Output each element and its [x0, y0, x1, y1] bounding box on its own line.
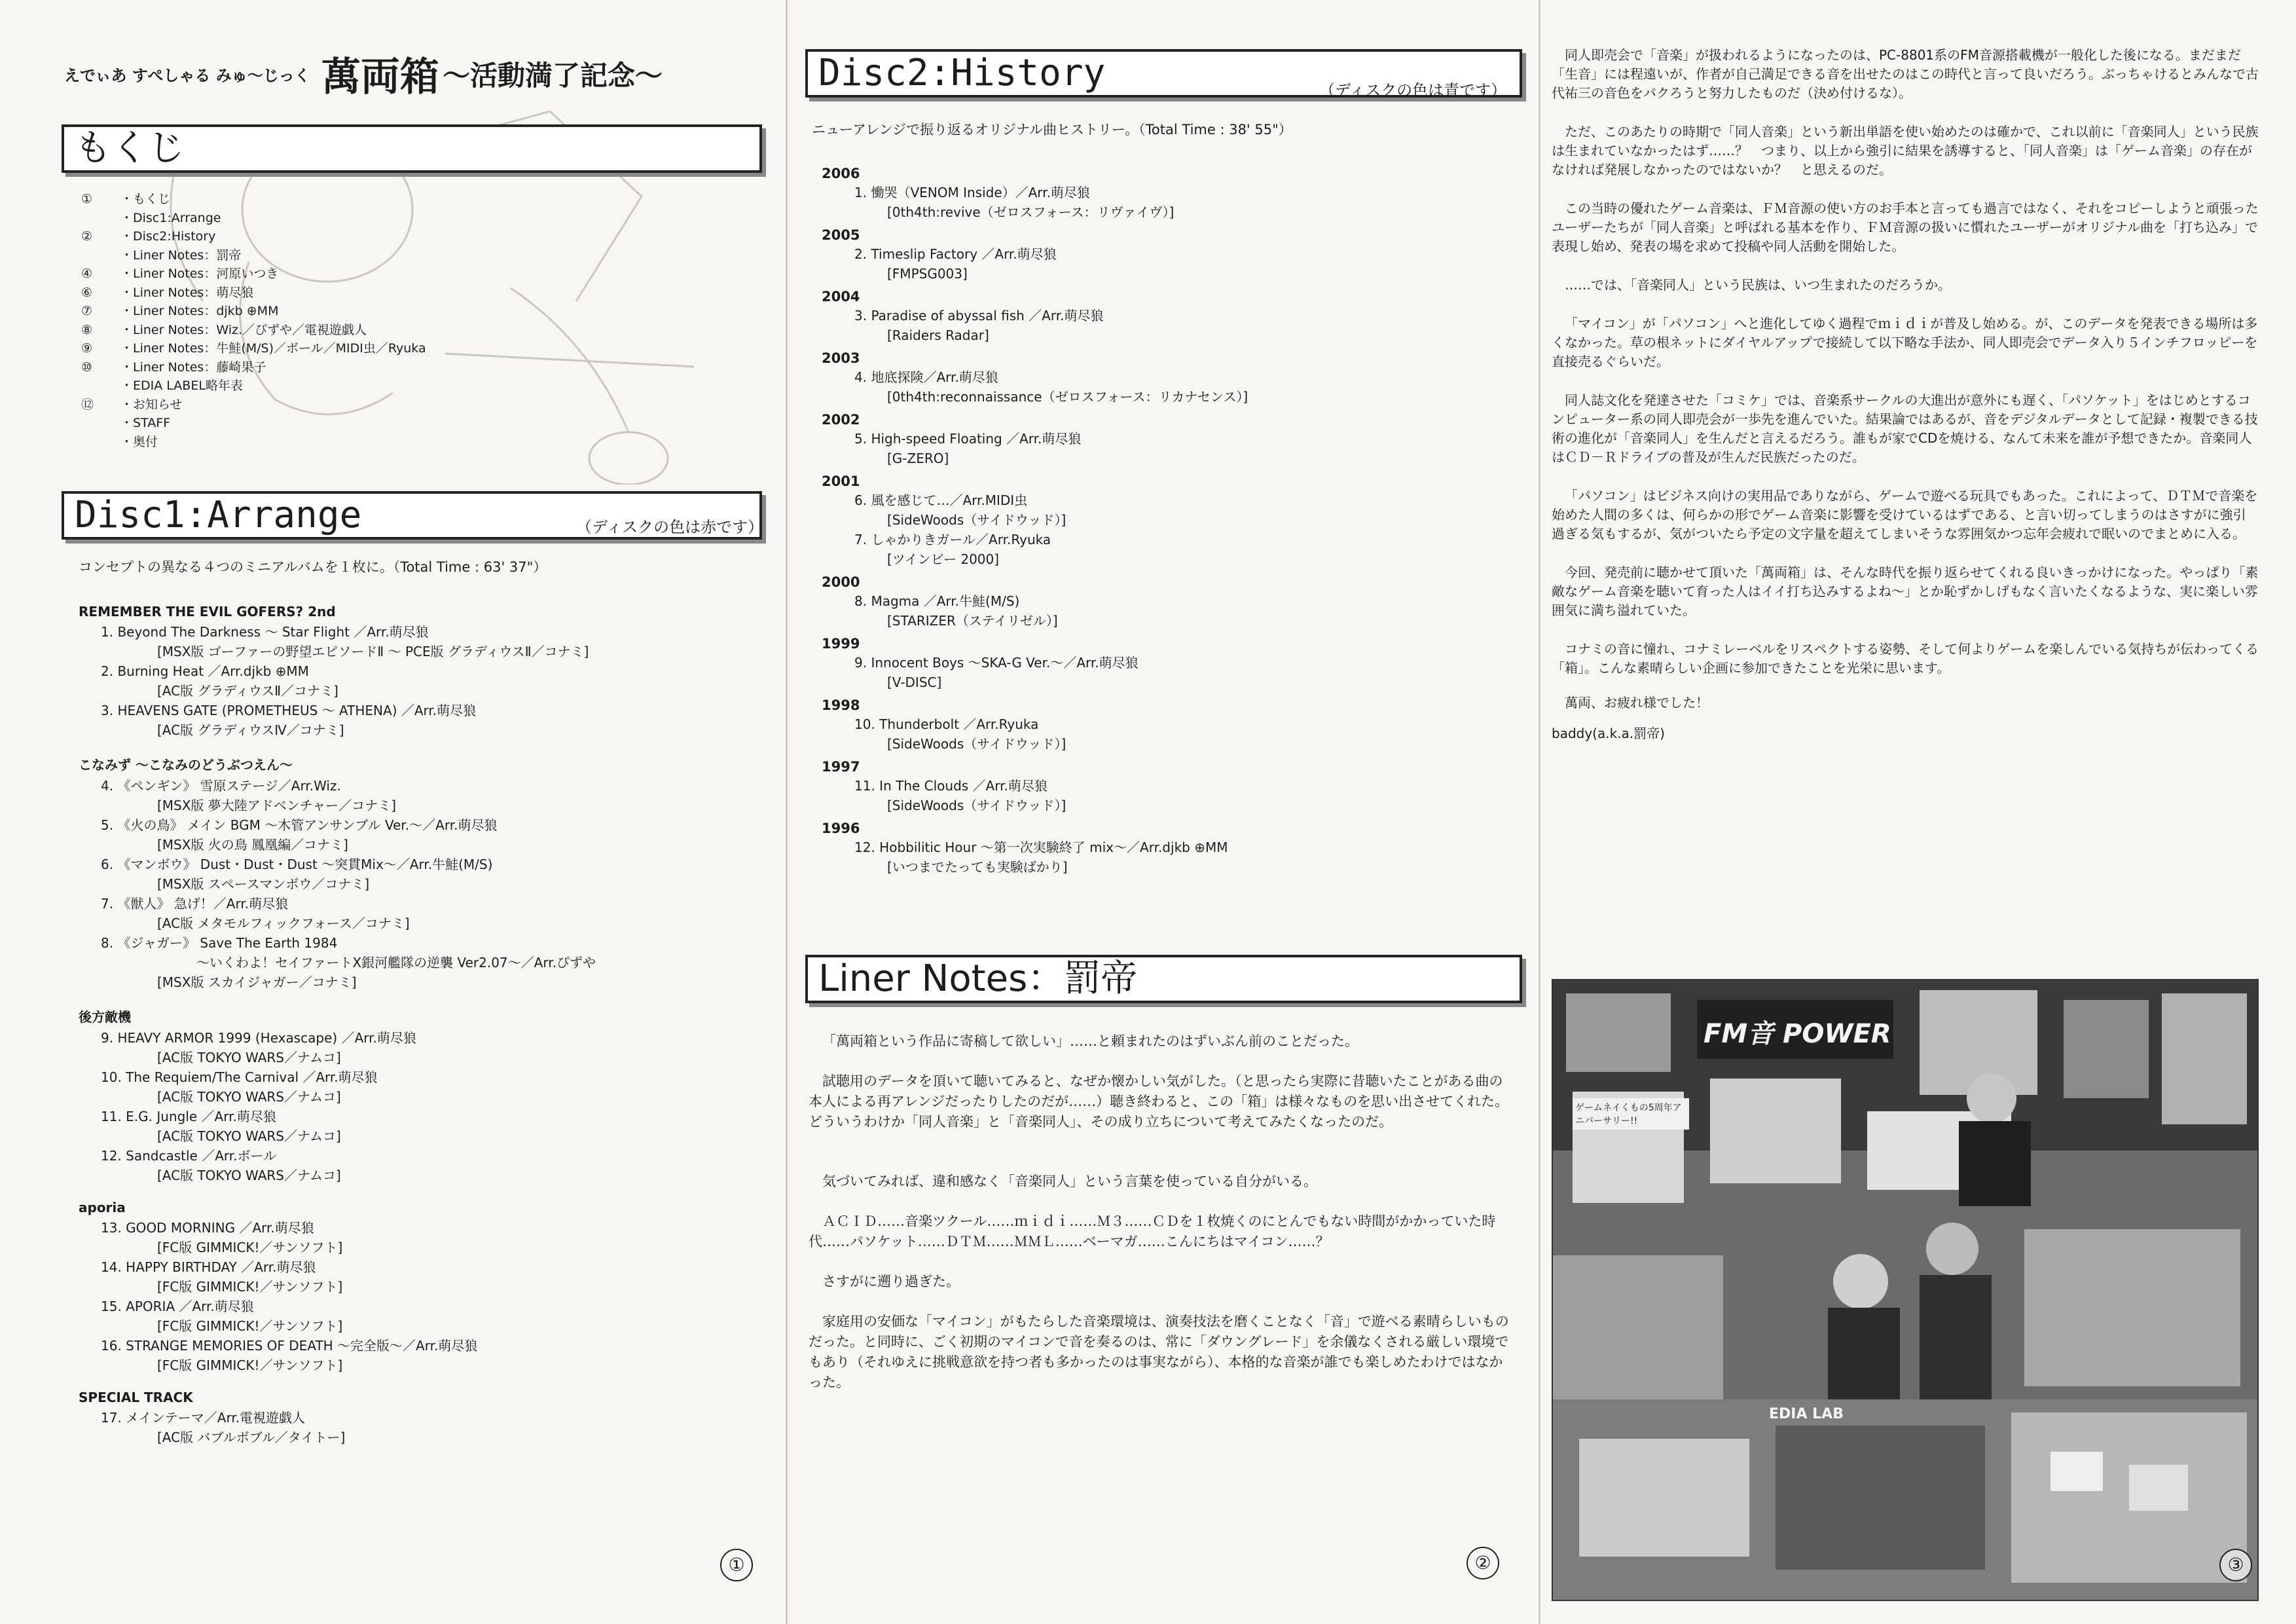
toc-title: もくじ — [62, 124, 762, 173]
track-line: 14. HAPPY BIRTHDAY ／Arr.萌尽狼 — [101, 1259, 316, 1275]
toc-item[interactable]: ・Liner Notes：罰帝 — [120, 248, 242, 263]
toc-item[interactable]: ・STAFF — [120, 416, 171, 430]
track-line: 1. 慟哭（VENOM Inside）／Arr.萌尽狼 — [854, 185, 1090, 200]
liner-body — [809, 1031, 1516, 1412]
track-line: 10. The Requiem/The Carnival ／Arr.萌尽狼 — [101, 1069, 378, 1085]
track-line: 8. 《ジャガー》 Save The Earth 1984 — [101, 935, 338, 951]
track-line: 6. 《マンボウ》 Dust・Dust・Dust 〜突貫Mix〜／Arr.牛鮭(M/S) — [101, 857, 493, 872]
group-name: REMEMBER THE EVIL GOFERS? 2nd — [79, 604, 336, 619]
paragraph: 「マイコン」が「パソコン」へと進化してゆく過程でｍｉｄｉが普及し始める。が、このデータを発表できる場所は多くなかった。草の根ネットにダイヤルアップで接続して以下略な手法か、同人即売会でデータ入り５インチフロッピーを直接売るぐらいだ。 — [1552, 316, 2258, 369]
track-source: [0th4th:revive（ゼロスフォース：リヴァイヴ）] — [887, 204, 1175, 220]
paragraph: 「萬両箱という作品に寄稿して欲しい」……と頼まれたのはずいぶん前のことだった。 — [822, 1033, 1358, 1049]
track-source: [FMPSG003] — [887, 266, 968, 282]
track-source: [0th4th:reconnaissance（ゼロスフォース：リカナセンス）] — [887, 389, 1248, 405]
track-source: [AC版 グラディウスⅣ／コナミ] — [157, 722, 344, 738]
paragraph: さすがに遡り過ぎた。 — [822, 1274, 960, 1289]
toc-item[interactable]: ⑥ ・Liner Notes：萌尽狼 — [81, 285, 254, 300]
track-source: [ツインビー 2000] — [887, 551, 1000, 567]
track-line: 12. Sandcastle ／Arr.ボール — [101, 1148, 277, 1164]
toc-item[interactable]: ⑨ ・Liner Notes：牛鮭(M/S)／ボール／MIDI虫／Ryuka — [81, 341, 426, 356]
year: 2003 — [822, 350, 860, 366]
year: 1996 — [822, 821, 860, 836]
track-line: 3. Paradise of abyssal fish ／Arr.萌尽狼 — [854, 308, 1104, 323]
header-title: 萬両箱 — [321, 54, 439, 100]
paragraph: 試聴用のデータを頂いて聴いてみると、なぜか懐かしい気がした。（と思ったら実際に昔聴いたことがある曲の本人による再アレンジだったりしたのだが……）聴き終わると、この「箱」は様々なものを思い出させてくれた。どういうわけか「同人音楽」と「音楽同人」、その成り立ちについて考えてみたくなったのだ。 — [809, 1073, 1509, 1130]
track-line: 12. Hobbilitic Hour 〜第一次実験終了 mix〜／Arr.djkb ⊕MM — [854, 840, 1228, 855]
track-line: 13. GOOD MORNING ／Arr.萌尽狼 — [101, 1220, 314, 1236]
paragraph: コナミの音に憧れ、コナミレーベルをリスペクトする姿勢、そして何よりゲームを楽しんでいる気持ちが伝わってくる「箱」。こんな素晴らしい企画に参加できたことを光栄に思います。 — [1552, 641, 2259, 676]
disc1-note: （ディスクの色は赤です） — [576, 518, 764, 536]
toc-item[interactable]: ⑧ ・Liner Notes：Wiz.／ぴずや／電視遊戯人 — [81, 322, 367, 337]
track-line: 1. Beyond The Darkness 〜 Star Flight ／Arr.萌尽狼 — [101, 624, 429, 640]
year: 2005 — [822, 227, 860, 243]
toc-list — [81, 190, 736, 451]
toc-item[interactable]: ・奥付 — [120, 434, 158, 449]
group-name: こなみず 〜こなみのどうぶつえん〜 — [79, 757, 293, 773]
year: 1997 — [822, 759, 860, 775]
track-line: 6. 風を感じて…／Arr.MIDI虫 — [854, 492, 1028, 508]
toc-item[interactable]: ⑩ ・Liner Notes：藤崎果子 — [81, 360, 266, 375]
track-line: 7. 《獣人》 急げ！／Arr.萌尽狼 — [101, 896, 289, 912]
track-line: 5. High-speed Floating ／Arr.萌尽狼 — [854, 431, 1082, 447]
group-name: SPECIAL TRACK — [79, 1390, 193, 1405]
paragraph: ＡＣＩＤ……音楽ツクール……ｍｉｄｉ……Ｍ３……ＣＤを１枚焼くのにとんでもない時間がかかっていた時代……パソケット……ＤＴＭ……ＭＭＬ……ベーマガ……こんにちはマイコン……？ — [809, 1213, 1496, 1249]
year: 2004 — [822, 289, 860, 304]
track-line: 4. 地底探険／Arr.萌尽狼 — [854, 369, 998, 385]
year: 2001 — [822, 473, 860, 489]
track-line: 5. 《火の鳥》 メイン BGM 〜木管アンサンブル Ver.〜／Arr.萌尽狼 — [101, 817, 498, 833]
track-source: [SideWoods（サイドウッド）] — [887, 736, 1066, 752]
track-line: 4. 《ペンギン》 雪原ステージ／Arr.Wiz. — [101, 778, 341, 794]
paragraph: 気づいてみれば、違和感なく「音楽同人」という言葉を使っている自分がいる。 — [822, 1173, 1317, 1189]
toc-item[interactable]: ④ ・Liner Notes：河原いつき — [81, 267, 279, 281]
track-source: [AC版 TOKYO WARS／ナムコ] — [157, 1050, 341, 1065]
toc-item[interactable]: ⑫ ・お知らせ — [81, 397, 183, 412]
header-suffix: 〜活動満了記念〜 — [442, 60, 663, 92]
page-number: ② — [1467, 1547, 1499, 1579]
track-source: [AC版 TOKYO WARS／ナムコ] — [157, 1168, 341, 1183]
year: 2002 — [822, 412, 860, 428]
toc-item[interactable]: ⑦ ・Liner Notes：djkb ⊕MM — [81, 304, 279, 318]
track-source: [AC版 TOKYO WARS／ナムコ] — [157, 1089, 341, 1105]
track-source: [MSX版 スカイジャガー／コナミ] — [157, 974, 357, 990]
track-line: 9. Innocent Boys 〜SKA-G Ver.〜／Arr.萌尽狼 — [854, 655, 1139, 671]
toc-item[interactable]: ・EDIA LABEL略年表 — [120, 378, 243, 393]
track-line-cont: 〜いくわよ！セイファートⅩ銀河艦隊の逆襲 Ver2.07〜／Arr.ぴずや — [196, 955, 596, 970]
disc2-tracklist — [822, 160, 1529, 877]
header-sub: えでぃあ すぺしゃる みゅ〜じっく — [64, 66, 310, 85]
paragraph: ただ、このあたりの時期で「同人音楽」という新出単語を使い始めたのは確かで、これ以前に「音楽同人」という民族は生まれていなかったはず……？ つまり、以上から強引に結果を誘導すると、「同人音楽」は「ゲーム音楽」の存在がなければ発展しなかったのではないか？ と思えるのだ。 — [1552, 124, 2259, 177]
photo-banner: FM音 POWER — [1704, 1019, 1891, 1049]
page-number: ③ — [2219, 1549, 2252, 1581]
paragraph: 萬両、お疲れ様でした！ — [1565, 695, 1709, 710]
event-photo — [1552, 979, 2259, 1601]
page-1 — [52, 0, 779, 1624]
track-line: 7. しゃかりきガール／Arr.Ryuka — [854, 532, 1051, 547]
track-source: [V-DISC] — [887, 674, 942, 690]
track-source: [AC版 バブルボブル／タイトー] — [157, 1430, 346, 1445]
group-name: aporia — [79, 1200, 126, 1215]
track-line: 2. Burning Heat ／Arr.djkb ⊕MM — [101, 663, 309, 679]
paragraph: 同人誌文化を発達させた「コミケ」では、音楽系サークルの大進出が意外にも遅く、「パソケット」をはじめとするコンピューター系の同人即売会が一歩先を進んでいた。結果論ではあるが、音をデジタルデータとして記録・複製できる技術の進化が「音楽同人」を生んだと言えるだろう。誰もが家でCDを焼ける、なんて未来を誰が予想できたか。音楽同人はＣＤ－Ｒドライブの普及が生んだ民族だったのだ。 — [1552, 392, 2258, 465]
track-line: 2. Timeslip Factory ／Arr.萌尽狼 — [854, 246, 1057, 262]
track-source: [いつまでたっても実験ばかり] — [887, 859, 1068, 875]
toc-item[interactable]: ② ・Disc2:History — [81, 229, 216, 244]
year: 1999 — [822, 636, 860, 652]
track-line: 9. HEAVY ARMOR 1999 (Hexascape) ／Arr.萌尽狼 — [101, 1030, 416, 1046]
track-source: [FC版 GIMMICK!／サンソフト] — [157, 1240, 343, 1255]
paragraph: 同人即売会で「音楽」が扱われるようになったのは、PC-8801系のFM音源搭載機が一般化した後になる。まだまだ「生音」には程遠いが、作者が自己満足できる音を出せたのはこの時代と言って良いだろう。ぶっちゃけるとみんなで古代祐三の音色をパクろうと努力したものだ（決め付けるな）。 — [1552, 47, 2259, 101]
year: 2000 — [822, 574, 860, 590]
disc2-note: （ディスクの色は青です） — [1319, 81, 1507, 100]
track-source: [G-ZERO] — [887, 451, 949, 466]
photo-illustration — [1553, 980, 2259, 1601]
photo-label: EDIA LAB — [1769, 1406, 1844, 1422]
paragraph: 「パソコン」はビジネス向けの実用品でありながら、ゲームで遊べる玩具でもあった。これによって、ＤＴＭで音楽を始めた人間の多くは、何らかの形でゲーム音楽に影響を受けているはずである、と言い切ってしまうのはさすがに強引過ぎる気もするが、気がついたら予定の文字量を超えてしまいそうな雰囲気かつ忘年会疲れで眠いのでまとめに入る。 — [1552, 488, 2258, 542]
track-line: 11. In The Clouds ／Arr.萌尽狼 — [854, 778, 1048, 794]
track-source: [Raiders Radar] — [887, 327, 989, 343]
toc-item[interactable]: ・Disc1:Arrange — [120, 210, 221, 225]
signature: baddy(a.k.a.罰帝) — [1552, 726, 1665, 741]
track-line: 10. Thunderbolt ／Arr.Ryuka — [854, 716, 1039, 732]
paragraph: ……では、「音楽同人」という民族は、いつ生まれたのだろうか。 — [1565, 277, 1951, 293]
paragraph: 今回、発売前に聴かせて頂いた「萬両箱」は、そんな時代を振り返らせてくれる良いきっかけになった。やっぱり「素敵なゲーム音楽を聴いて育った人はイイ打ち込みするよね〜」とか恥ずかしげもなく言いたくなるような、実に楽しい雰囲気に満ち溢れていた。 — [1552, 564, 2259, 618]
track-source: [AC版 TOKYO WARS／ナムコ] — [157, 1128, 341, 1144]
track-source: [FC版 GIMMICK!／サンソフト] — [157, 1318, 343, 1334]
disc1-title: Disc1:Arrange — [62, 491, 762, 540]
track-source: [AC版 グラディウスⅡ／コナミ] — [157, 683, 338, 699]
track-source: [MSX版 火の鳥 鳳凰編／コナミ] — [157, 837, 348, 853]
toc-item[interactable]: ① ・もくじ — [81, 192, 171, 206]
track-line: 8. Magma ／Arr.牛鮭(M/S) — [854, 593, 1020, 609]
track-line: 15. APORIA ／Arr.萌尽狼 — [101, 1299, 254, 1314]
track-line: 11. E.G. Jungle ／Arr.萌尽狼 — [101, 1109, 276, 1124]
track-source: [SideWoods（サイドウッド）] — [887, 798, 1066, 813]
track-source: [SideWoods（サイドウッド）] — [887, 512, 1066, 528]
track-source: [MSX版 スペースマンボウ／コナミ] — [157, 876, 370, 892]
disc2-intro: ニューアレンジで振り返るオリジナル曲ヒストリー。（Total Time : 38' 55"） — [812, 122, 1292, 138]
page-2 — [795, 0, 1532, 1624]
track-line: 17. メインテーマ／Arr.電視遊戯人 — [101, 1410, 306, 1426]
paragraph: 家庭用の安価な「マイコン」がもたらした音楽環境は、演奏技法を磨くことなく「音」で遊べる素晴らしいものだった。と同時に、ごく初期のマイコンで音を奏るのは、常に「ダウングレード」を余儀なくされる厳しい環境でもあり（それゆえに挑戦意欲を持つ者も多かったのは事実ながら）、本格的な音楽が誰でも楽しめたわけではなかった。 — [809, 1314, 1509, 1390]
disc1-tracklist — [79, 589, 773, 1447]
track-source: [MSX版 ゴーファーの野望エピソードⅡ 〜 PCE版 グラディウスⅡ／コナミ] — [157, 644, 589, 659]
track-source: [MSX版 夢大陸アドベンチャー／コナミ] — [157, 798, 397, 813]
photo-sign: ゲームネイくもの5周年アニバーサリー!! — [1573, 1098, 1689, 1130]
disc2-title: Disc2:History — [805, 49, 1522, 98]
track-line: 3. HEAVENS GATE (PROMETHEUS 〜 ATHENA) ／Arr.萌尽狼 — [101, 703, 477, 718]
disc1-intro: コンセプトの異なる４つのミニアルバムを１枚に。（Total Time : 63' 37"） — [79, 559, 547, 575]
liner-title: Liner Notes：罰帝 — [805, 955, 1522, 1003]
track-source: [FC版 GIMMICK!／サンソフト] — [157, 1357, 343, 1373]
year: 2006 — [822, 166, 860, 181]
track-source: [STARIZER（ステイリゼル）] — [887, 613, 1058, 629]
fold-line — [1539, 0, 1540, 1624]
track-line: 16. STRANGE MEMORIES OF DEATH 〜完全版〜／Arr.萌尽狼 — [101, 1338, 478, 1354]
col3-body — [1552, 46, 2259, 743]
track-source: [FC版 GIMMICK!／サンソフト] — [157, 1279, 343, 1295]
year: 1998 — [822, 697, 860, 713]
paragraph: この当時の優れたゲーム音楽は、ＦＭ音源の使い方のお手本と言っても過言ではなく、それをコピーしようと頑張ったユーザーたちが「同人音楽」と呼ばれる基本を作り、ＦＭ音源の扱いに慣れたユーザーがオリジナル曲を「打ち込み」で表現し始め、発表の場を求めて投稿や同人活動を開始した。 — [1552, 200, 2259, 254]
track-source: [AC版 メタモルフィックフォース／コナミ] — [157, 915, 410, 931]
fold-line — [786, 0, 788, 1624]
page-number: ① — [720, 1549, 753, 1581]
group-name: 後方敵機 — [79, 1009, 131, 1025]
